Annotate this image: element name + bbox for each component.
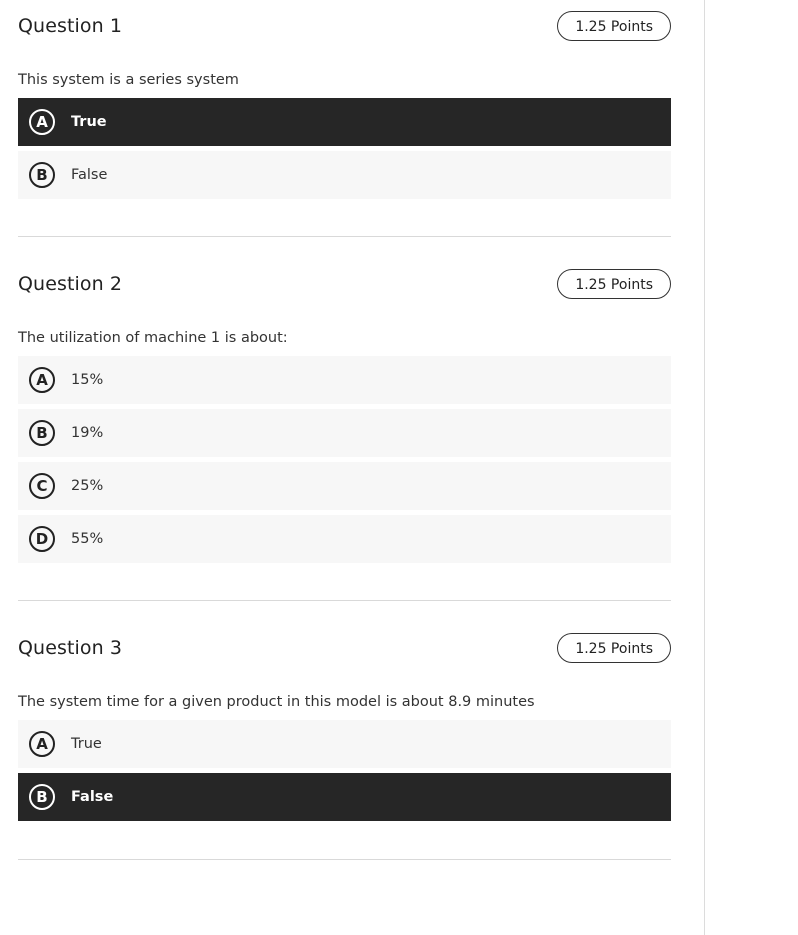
option-letter-badge: B [29,162,55,188]
question-divider [18,859,671,860]
option-letter-badge: B [29,784,55,810]
points-badge: 1.25 Points [557,269,671,299]
answer-options [18,356,671,563]
option-label: 25% [71,478,104,494]
answer-options [18,720,671,821]
question-title: Question 2 [18,273,123,295]
option-letter-badge: D [29,526,55,552]
option-a[interactable] [18,356,671,404]
points-badge: 1.25 Points [557,11,671,41]
option-label: False [71,789,114,805]
question-divider [18,600,671,601]
option-letter-badge: A [29,109,55,135]
option-b[interactable] [18,409,671,457]
option-letter-badge: B [29,420,55,446]
question-2 [18,258,671,601]
option-label: 15% [71,372,104,388]
question-divider [18,236,671,237]
option-a[interactable] [18,98,671,146]
option-c[interactable] [18,462,671,510]
option-label: 19% [71,425,104,441]
option-a[interactable] [18,720,671,768]
option-letter-badge: A [29,731,55,757]
question-3 [18,622,671,860]
option-d[interactable] [18,515,671,563]
question-header [18,0,671,56]
question-1 [18,0,671,237]
option-label: True [71,736,102,752]
option-label: False [71,167,108,183]
answer-options [18,98,671,199]
option-label: 55% [71,531,104,547]
option-letter-badge: C [29,473,55,499]
question-header [18,258,671,314]
points-badge: 1.25 Points [557,633,671,663]
option-letter-badge: A [29,367,55,393]
question-title: Question 3 [18,637,123,659]
option-b[interactable] [18,151,671,199]
quiz-container [18,0,671,860]
question-header [18,622,671,678]
question-text: This system is a series system [18,72,239,88]
option-label: True [71,114,107,130]
question-title: Question 1 [18,15,123,37]
question-text: The system time for a given product in this model is about 8.9 minutes [18,694,535,710]
panel-divider [704,0,705,935]
option-b[interactable] [18,773,671,821]
question-text: The utilization of machine 1 is about: [18,330,288,346]
